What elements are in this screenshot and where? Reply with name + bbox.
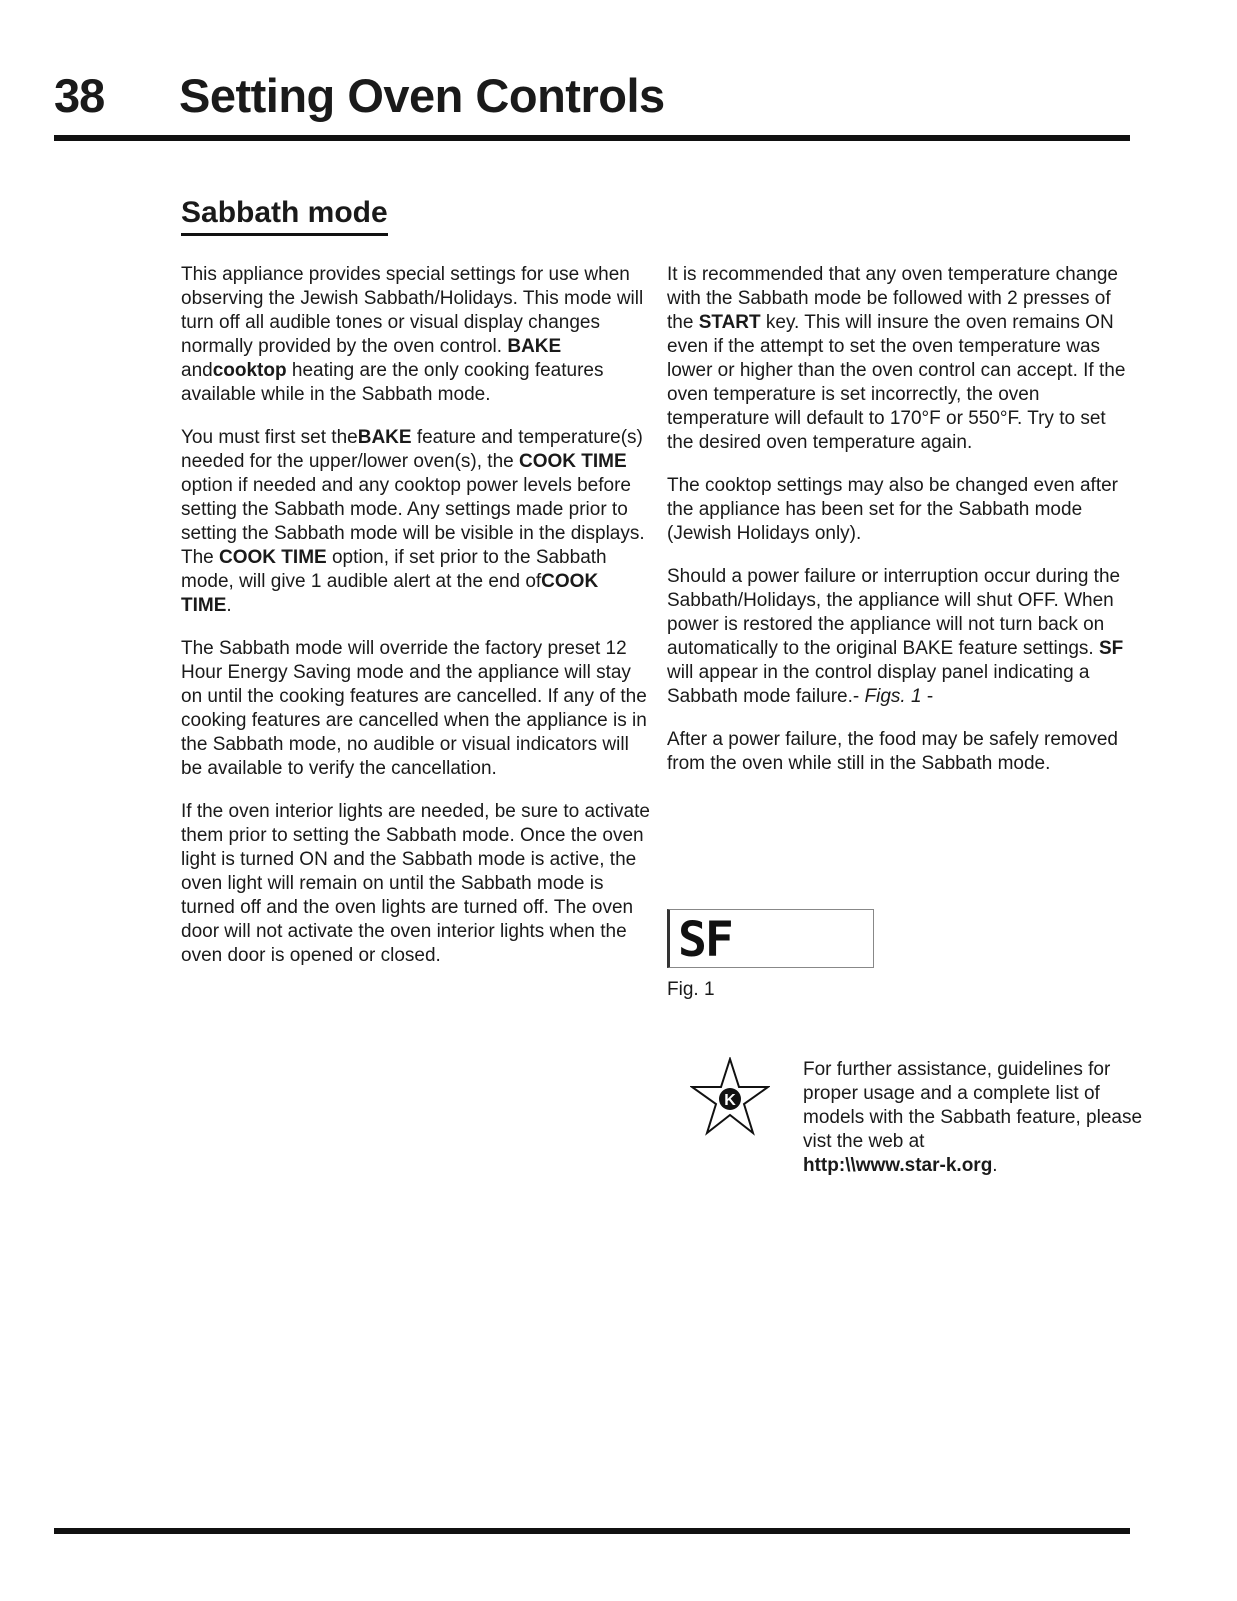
paragraph-after-power-failure: After a power failure, the food may be safely removed from the oven while still in the Sabbath mode.: [667, 729, 1118, 774]
page-number: 38: [54, 69, 105, 122]
assistance-text: For further assistance, guidelines for proper usage and a complete list of models with the Sabbath feature, please vist the web at: [803, 1059, 1143, 1152]
paragraph-oven-lights: If the oven interior lights are needed, be sure to activate them prior to setting the Sabbath mode. Once the oven light is turned ON and the Sabbath mode is active, the oven light will remain on until the Sabbath mode is turned off and the oven lights are turned off. The oven door will not activate the oven interior lights when the oven door is opened or closed.: [181, 801, 650, 966]
paragraph-sabbath-intro: This appliance provides special settings for use when observing the Jewish Sabbath/Holidays. This mode will turn off all audible tones or visual display changes normally provided by the oven control. BAKE andcooktop heating are the only cooking features available while in the Sabbath mode.: [181, 264, 644, 405]
display-code: SF: [678, 912, 732, 968]
section-title: Sabbath mode: [181, 196, 388, 236]
paragraph-energy-saving: The Sabbath mode will override the factory preset 12 Hour Energy Saving mode and the appliance will stay on until the cooking features are cancelled. If any of the cooking features are cancelled when the appliance is in the Sabbath mode, no audible or visual indicators will be available to verify the cancellation.: [181, 638, 647, 779]
assistance-note: For further assistance, guidelines for proper usage and a complete list of models with the Sabbath feature, please vist the web at http:\\www.star-k.org.: [803, 1059, 1143, 1176]
paragraph-power-failure: Should a power failure or interruption occur during the Sabbath/Holidays, the appliance will shut OFF. When power is restored the appliance will not turn back on automatically to the original BAKE feature settings. SF will appear in the control display panel indicating a Sabbath mode failure.- Figs. 1 -: [667, 566, 1124, 707]
control-display-panel: [667, 909, 874, 968]
figure-caption: Fig. 1: [667, 979, 715, 1000]
header-divider: [54, 135, 1130, 141]
star-k-logo-icon: [690, 1057, 770, 1137]
left-column: [181, 263, 651, 987]
right-column: [667, 263, 1137, 795]
star-k-link[interactable]: http:\\www.star-k.org: [803, 1155, 993, 1176]
page-title: Setting Oven Controls: [179, 69, 665, 122]
paragraph-cooktop-settings: The cooktop settings may also be changed even after the appliance has been set for the Sabbath mode (Jewish Holidays only).: [667, 475, 1118, 544]
paragraph-bake-setup: You must first set theBAKE feature and temperature(s) needed for the upper/lower oven(s), the COOK TIME option if needed and any cooktop power levels before setting the Sabbath mode. Any settings made prior to setting the Sabbath mode will be visible in the displays. The COOK TIME option, if set prior to the Sabbath mode, will give 1 audible alert at the end ofCOOK TIME.: [181, 427, 645, 616]
star-k-logo-letter: K: [724, 1092, 736, 1109]
paragraph-temperature-change: It is recommended that any oven temperature change with the Sabbath mode be followed with 2 presses of the START key. This will insure the oven remains ON even if the attempt to set the oven temperature was lower or higher than the oven control can accept. If the oven temperature is set incorrectly, the oven temperature will default to 170°F or 550°F. Try to set the desired oven temperature again.: [667, 264, 1126, 453]
footer-divider: [54, 1528, 1130, 1534]
